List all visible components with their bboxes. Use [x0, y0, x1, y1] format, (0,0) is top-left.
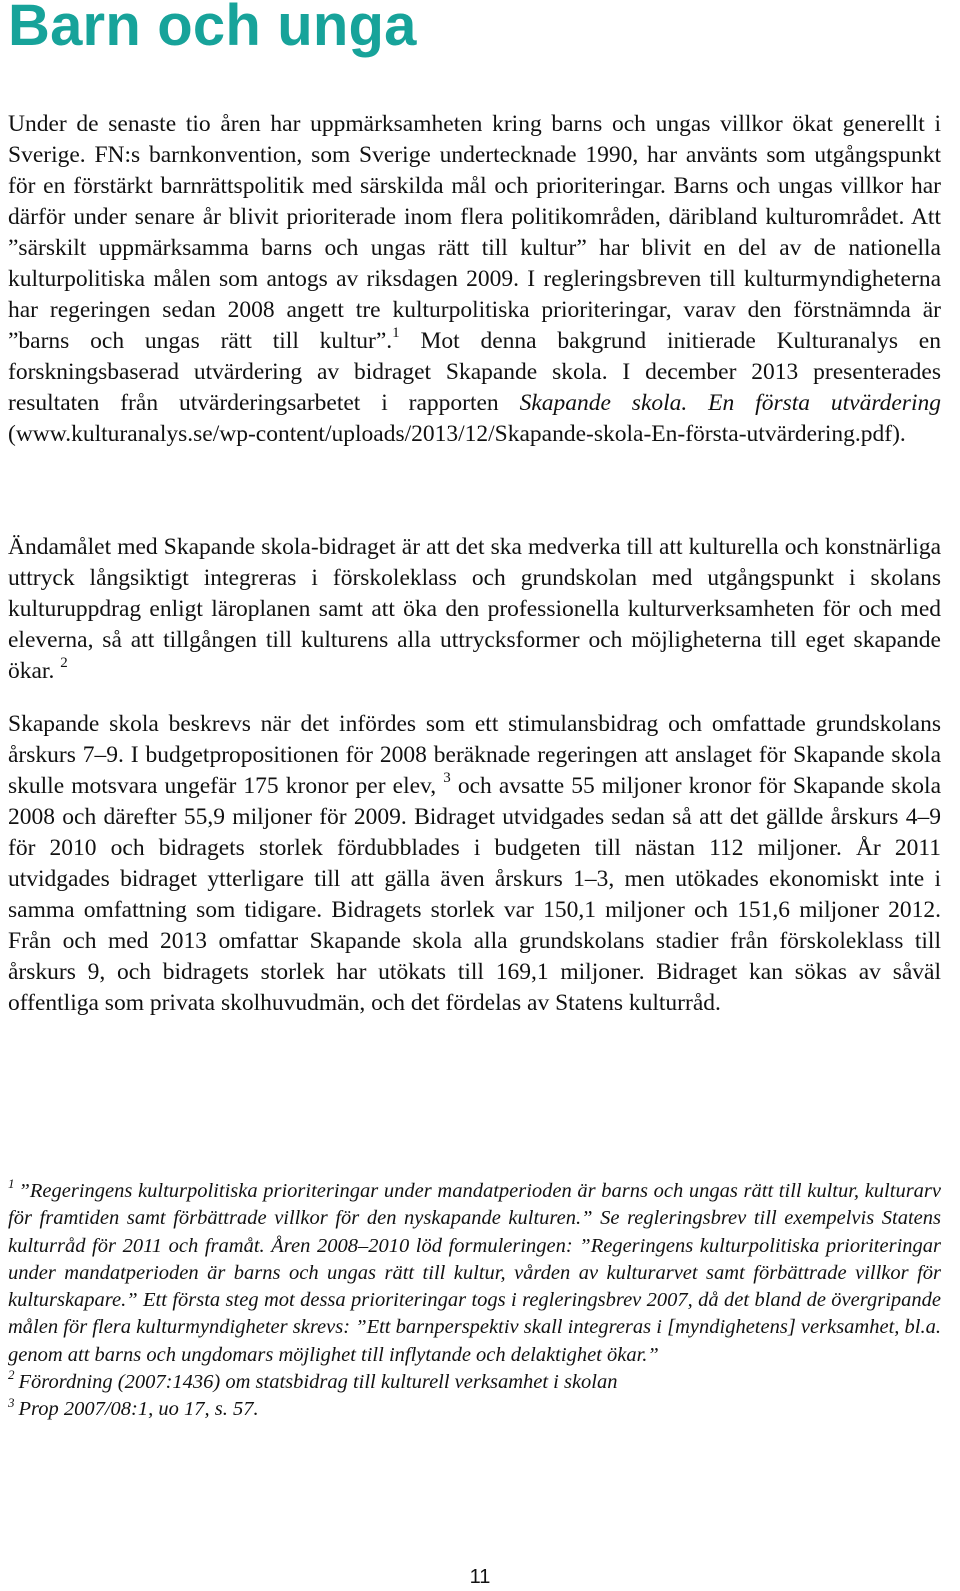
footnote-text: Prop 2007/08:1, uo 17, s. 57.	[18, 1398, 259, 1421]
paragraph-history	[8, 709, 941, 1019]
page-heading: Barn och unga	[8, 0, 417, 58]
footnotes-section	[8, 1178, 941, 1424]
paragraph-purpose	[8, 532, 941, 687]
page-number: 11	[469, 1566, 491, 1588]
paragraph-text: Under de senaste tio åren har uppmärksamheten kring barns och ungas villkor ökat generellt i Sverige. FN:s barnkonvention, som Sverige undertecknade 1990, har använts som utgångspunkt för en förstärkt barnrättspolitik med särskilda mål och prioriteringar. Barns och ungas villkor har därför under senare år blivit prioriterade inom flera politikområden, däribland kulturområdet. Att ”särskilt uppmärksamma barns och ungas rätt till kultur” har blivit en del av de nationella kulturpolitiska målen som antogs av riksdagen 2009. I regleringsbreven till kulturmyndigheterna har regeringen sedan 2008 angett tre kulturpolitiska prioriteringar, varav den förstnämnda är ”barns och ungas rätt till kultur”.	[8, 111, 941, 354]
footnote-text: ”Regeringens kulturpolitiska prioriteringar under mandatperioden är barns och ungas rätt till kultur, kulturarv för framtiden samt förbättrade villkor för den nyskapande kulturen.” Se regleringsbrev till exempelvis Statens kulturråd för 2011 och framåt. Åren 2008–2010 löd formuleringen: ”Regeringens kulturpolitiska prioriteringar under mandatperioden är barns och ungas rätt till kultur, vården av kulturarvet samt förbättrade villkor för kulturskapare.” Ett första steg mot dessa prioriteringar togs i regleringsbrev 2007, då det bland de övergripande målen för flera kulturmyndigheter skrevs: ”Ett barnperspektiv skall integreras i [myndighetens] verksamhet, bl.a. genom att barns och ungdomars möjlighet till inflytande och delaktighet ökar.”	[8, 1180, 941, 1366]
paragraph-text: Skapande skola beskrevs när det infördes som ett stimulansbidrag och omfattade grundskolans årskurs 7–9. I budgetpropositionen för 2008 beräknade regeringen att anslaget för Skapande skola skulle motsvara ungefär 175 kronor per elev,	[8, 711, 941, 799]
footnote-ref-1[interactable]: 1	[392, 325, 400, 342]
footnote-2	[8, 1369, 941, 1396]
footnote-ref-2[interactable]: 2	[60, 655, 68, 672]
report-url: (www.kulturanalys.se/wp-content/uploads/2013/12/Skapande-skola-En-första-utvärdering.pdf).	[8, 421, 906, 447]
report-title: Skapande skola. En första utvärdering	[519, 390, 941, 416]
footnote-text: Förordning (2007:1436) om statsbidrag till kulturell verksamhet i skolan	[18, 1371, 618, 1394]
footnote-number: 2	[8, 1367, 15, 1383]
paragraph-text: Mot denna bakgrund initierade Kulturanalys en forskningsbaserad utvärdering av bidraget Skapande skola. I december 2013 presenterades resultaten från utvärderingsarbetet i rapporten	[8, 328, 941, 416]
paragraph-text: Ändamålet med Skapande skola-bidraget är att det ska medverka till att kulturella och konstnärliga uttryck långsiktigt integreras i förskoleklass och grundskolan med utgångspunkt i skolans kulturuppdrag enligt läroplanen samt att öka den professionella kulturverksamheten för och med eleverna, så att tillgången till kulturens alla uttrycksformer och möjligheterna till eget skapande ökar.	[8, 534, 941, 684]
paragraph-text: och avsatte 55 miljoner kronor för Skapande skola 2008 och därefter 55,9 miljoner för 2009. Bidraget utvidgades sedan så att det gällde årskurs 4–9 för 2010 och bidragets storlek fördubblades i budgeten till nästan 112 miljoner. År 2011 utvidgades bidraget ytterligare till att gälla även årskurs 1–3, men utökades ekonomiskt inte i samma omfattning som tidigare. Bidragets storlek var 150,1 miljoner och 151,6 miljoner 2012. Från och med 2013 omfattar Skapande skola alla grundskolans stadier från förskoleklass till årskurs 9, och bidragets storlek har utökats till 169,1 miljoner. Bidraget kan sökas av såväl offentliga som privata skolhuvudmän, och det fördelas av Statens kulturråd.	[8, 773, 942, 1016]
footnote-number: 1	[8, 1176, 15, 1192]
footnote-ref-3[interactable]: 3	[443, 770, 451, 787]
paragraph-intro	[8, 109, 941, 450]
footnote-number: 3	[8, 1394, 15, 1410]
footnote-3	[8, 1396, 941, 1423]
footnote-1	[8, 1178, 941, 1369]
